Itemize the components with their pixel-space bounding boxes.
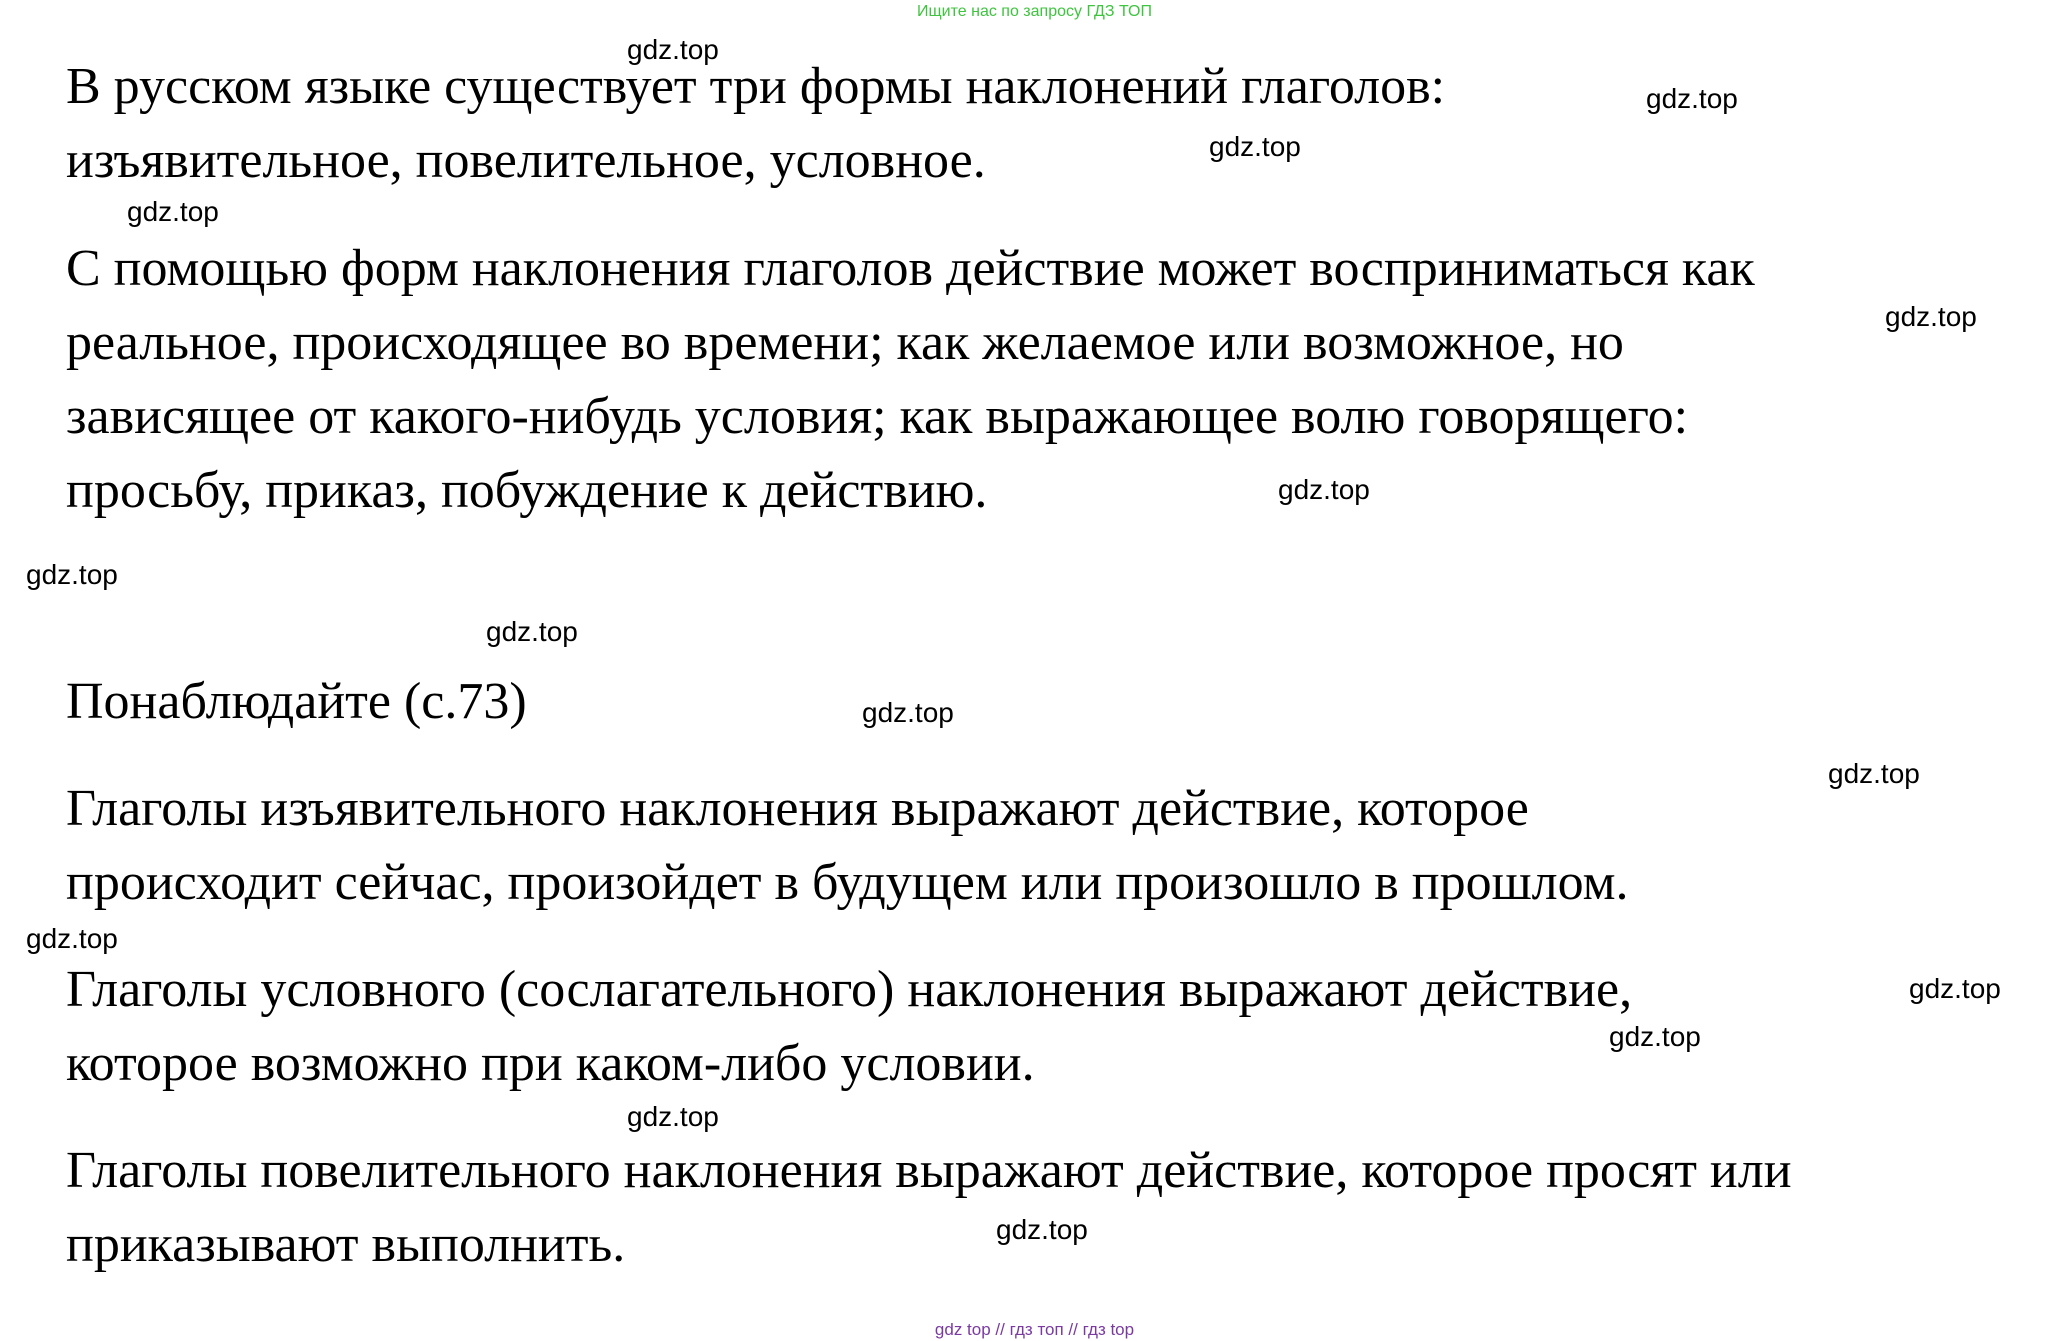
text-line: Глаголы условного (сослагательного) наклонения выражают действие, [66,961,1633,1018]
watermark: gdz.top [486,616,578,647]
text-line: реальное, происходящее во времени; как желаемое или возможное, но [66,314,1624,371]
watermark: gdz.top [26,923,118,954]
paragraph-moods-intro [66,50,1445,198]
header-search-hint-link[interactable]: Ищите нас по запросу ГДЗ ТОП [917,3,1152,20]
text-line: происходит сейчас, произойдет в будущем или произошло в прошлом. [66,854,1629,911]
text-line: которое возможно при каком-либо условии. [66,1035,1035,1092]
paragraph-moods-meaning [66,232,1755,528]
watermark: gdz.top [1646,83,1738,114]
text-line: зависящее от какого-нибудь условия; как выражающее волю говорящего: [66,388,1689,445]
paragraph-indicative-mood [66,772,1629,920]
text-line: В русском языке существует три формы наклонений глаголов: [66,58,1446,115]
watermark: gdz.top [1278,474,1370,505]
footer-links[interactable]: gdz top // гдз топ // гдз top [934,1320,1135,1339]
text-line: Глаголы повелительного наклонения выражают действие, которое просят или [66,1142,1792,1199]
section-heading-observe [66,665,527,739]
text-line: С помощью форм наклонения глаголов действие может восприниматься как [66,240,1755,297]
watermark: gdz.top [1885,301,1977,332]
watermark: gdz.top [1909,973,2001,1004]
watermark: gdz.top [127,196,219,227]
watermark: gdz.top [1209,131,1301,162]
watermark: gdz.top [627,1101,719,1132]
watermark: gdz.top [26,559,118,590]
text-line: приказывают выполнить. [66,1216,626,1273]
text-line: Глаголы изъявительного наклонения выражают действие, которое [66,780,1529,837]
text-line: просьбу, приказ, побуждение к действию. [66,462,988,519]
watermark: gdz.top [1828,758,1920,789]
watermark: gdz.top [1609,1021,1701,1052]
text-line: изъявительное, повелительное, условное. [66,132,986,189]
watermark: gdz.top [996,1214,1088,1245]
paragraph-conditional-mood [66,953,1632,1101]
text-line: Понаблюдайте (с.73) [66,673,527,730]
watermark: gdz.top [862,697,954,728]
paragraph-imperative-mood [66,1134,1792,1282]
watermark: gdz.top [627,34,719,65]
